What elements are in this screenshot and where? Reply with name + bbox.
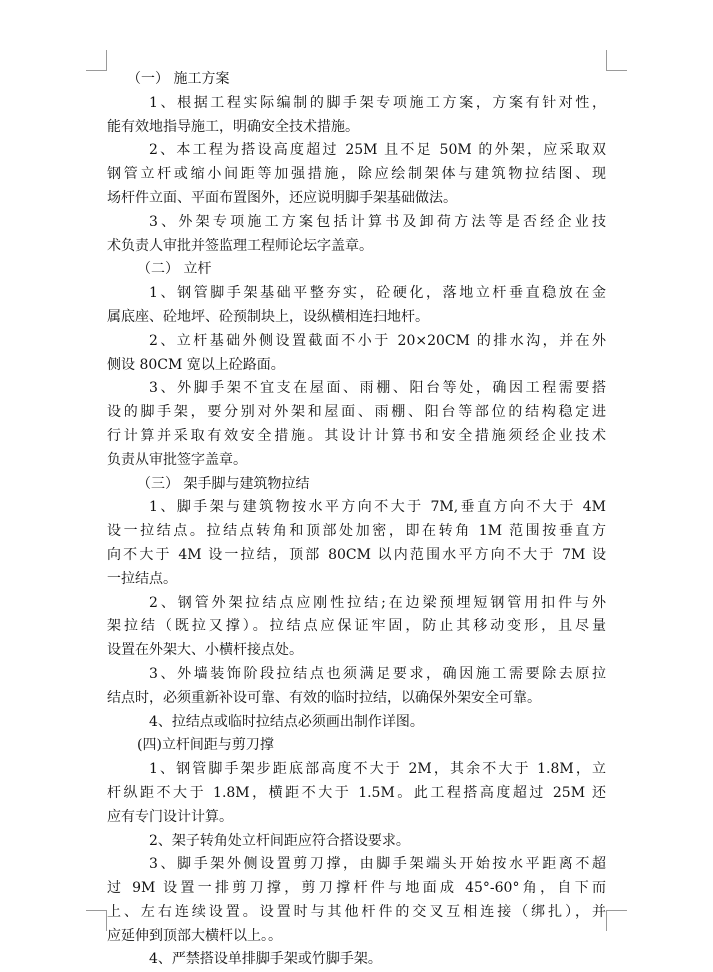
paragraph-line: 4、严禁搭设单排脚手架或竹脚手架。: [149, 951, 382, 968]
paragraph-line: 架拉结（既拉又撑）。拉结点应保证牢固，防止其移动变形，且尽量: [107, 618, 606, 635]
paragraph-line: 2、立杆基础外侧设置截面不小于 20×20CM 的排水沟，并在外: [149, 332, 606, 349]
section-heading: （三） 架手脚与建筑物拉结: [137, 475, 310, 492]
paragraph-line: 2、本工程为搭设高度超过 25M 且不足 50M 的外架，应采取双: [149, 142, 606, 159]
paragraph-line: 1、钢管脚手架步距底部高度不大于 2M，其余不大于 1.8M，立: [149, 761, 606, 778]
page-corner-mark-bottom-left: [86, 910, 107, 931]
paragraph-line: 行计算并采取有效安全措施。其设计计算书和安全措施须经企业技术: [107, 427, 606, 444]
paragraph-line: 2、架子转角处立杆间距应符合搭设要求。: [149, 832, 410, 849]
paragraph-line: 属底座、砼地坪、砼预制块上，设纵横相连扫地杆。: [107, 308, 429, 325]
paragraph-line: 1、脚手架与建筑物按水平方向不大于 7M,垂直方向不大于 4M: [149, 499, 606, 516]
paragraph-line: 3、外脚手架不宜支在屋面、雨棚、阳台等处，确因工程需要搭: [149, 380, 606, 397]
paragraph-line: 过 9M 设置一排剪刀撑，剪刀撑杆件与地面成 45°-60°角，自下而: [107, 880, 606, 897]
paragraph-line: 2、钢管外架拉结点应刚性拉结;在边梁预埋短钢管用扣件与外: [149, 594, 606, 611]
paragraph-line: 设一拉结点。拉结点转角和顶部处加密，即在转角 1M 范围按垂直方: [107, 523, 606, 540]
paragraph-line: 向不大于 4M 设一拉结，顶部 80CM 以内范围水平方向不大于 7M 设: [107, 546, 606, 563]
paragraph-line: 设置在外架大、小横杆接点处。: [107, 642, 303, 659]
paragraph-line: 应延伸到顶部大横杆以上。。: [107, 927, 282, 944]
page-corner-mark-top-right: [606, 50, 627, 71]
paragraph-line: 场杆件立面、平面布置图外，还应说明脚手架基础做法。: [107, 189, 457, 206]
paragraph-line: 侧设 80CM 宽以上砼路面。: [107, 356, 285, 373]
paragraph-line: 钢管立杆或缩小间距等加强措施，除应绘制架体与建筑物拉结图、现: [107, 166, 606, 183]
paragraph-line: 3、脚手架外侧设置剪刀撑，由脚手架端头开始按水平距离不超: [149, 856, 606, 873]
paragraph-line: 3、外架专项施工方案包括计算书及卸荷方法等是否经企业技: [149, 213, 606, 230]
paragraph-line: 设的脚手架，要分别对外架和屋面、雨棚、阳台等部位的结构稳定进: [107, 404, 606, 421]
section-heading: (四)立杆间距与剪刀撑: [137, 737, 274, 754]
paragraph-line: 杆纵距不大于 1.8M，横距不大于 1.5M。此工程搭高度超过 25M 还: [107, 784, 606, 801]
document-body: [107, 68, 606, 972]
paragraph-line: 应有专门设计计算。: [107, 808, 233, 825]
paragraph-line: 一拉结点。: [107, 570, 177, 587]
paragraph-line: 4、拉结点或临时拉结点必须画出制作详图。: [149, 713, 424, 730]
paragraph-line: 上、左右连续设置。设置时与其他杆件的交叉互相连接（绑扎），并: [107, 903, 606, 920]
paragraph-line: 3、外墙装饰阶段拉结点也须满足要求，确因施工需要除去原拉: [149, 665, 606, 682]
paragraph-line: 术负责人审批并签监理工程师论坛字盖章。: [107, 237, 373, 254]
section-heading: （二） 立杆: [137, 261, 212, 278]
paragraph-line: 负责从审批签字盖章。: [107, 451, 247, 468]
paragraph-line: 1、根据工程实际编制的脚手架专项施工方案，方案有针对性，: [149, 94, 606, 111]
paragraph-line: 结点时，必须重新补设可靠、有效的临时拉结，以确保外架安全可靠。: [107, 689, 541, 706]
paragraph-line: 能有效地指导施工，明确安全技术措施。: [107, 118, 359, 135]
section-heading: （一） 施工方案: [127, 71, 230, 87]
page-corner-mark-bottom-right: [606, 910, 627, 931]
paragraph-line: 1、钢管脚手架基础平整夯实，砼硬化，落地立杆垂直稳放在金: [149, 285, 606, 302]
page-corner-mark-top-left: [86, 50, 107, 71]
